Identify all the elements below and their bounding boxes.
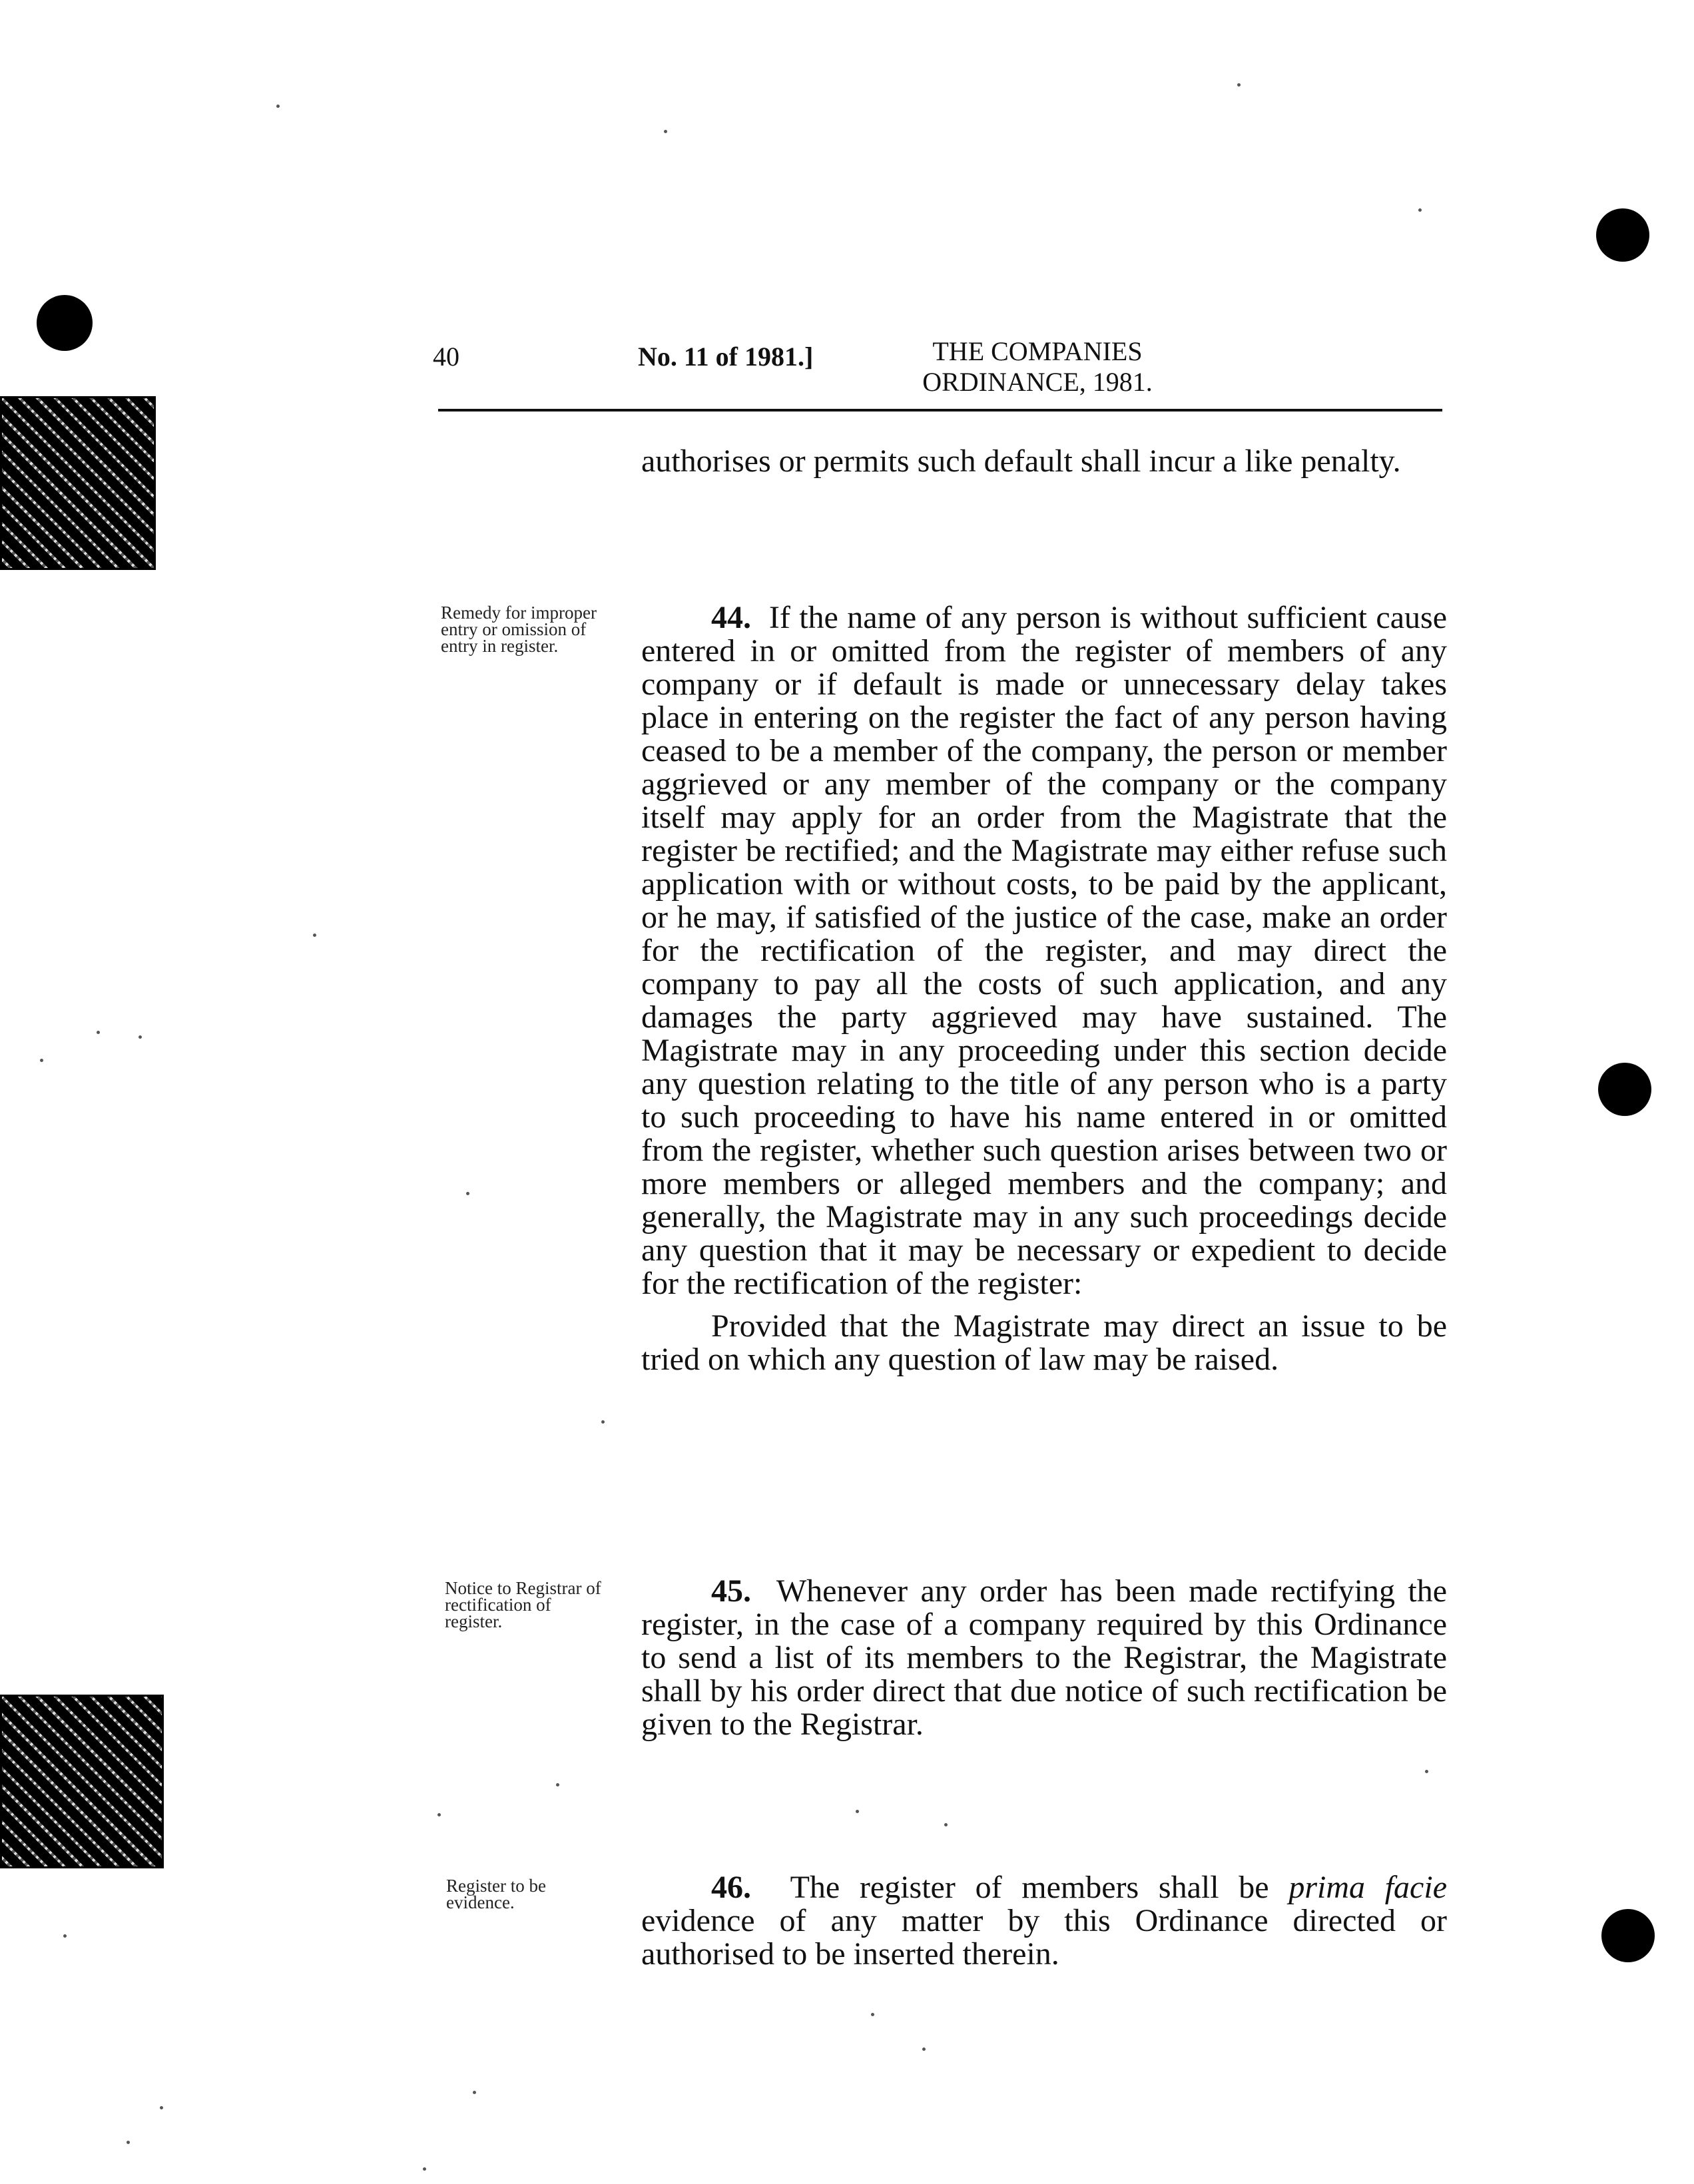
section-text-before: The register of members shall be <box>790 1870 1269 1905</box>
scan-speck <box>313 934 316 937</box>
ordinance-title <box>878 336 1197 398</box>
scan-speck <box>437 1813 441 1816</box>
section-44 <box>641 601 1447 1376</box>
punch-hole-top-right <box>1596 208 1649 262</box>
section-46 <box>641 1871 1447 1971</box>
scan-texture-patch-bottom <box>0 1695 164 1868</box>
scan-speck <box>1418 208 1422 212</box>
section-text-emphasis: prima facie <box>1288 1870 1448 1905</box>
punch-hole-middle-right <box>1598 1063 1651 1116</box>
scan-speck <box>473 2091 476 2094</box>
scan-speck <box>1425 1770 1428 1773</box>
scan-speck <box>127 2141 130 2144</box>
section-44-paragraph <box>641 601 1447 1300</box>
section-44-proviso: Provided that the Magistrate may direct an issue to be tried on which any question of law may be raised. <box>641 1308 1447 1377</box>
section-text-after: evidence of any matter by this Ordinance directed or authorised to be inserted therein. <box>641 1903 1447 1972</box>
scan-speck <box>139 1035 142 1039</box>
scan-speck <box>466 1192 469 1195</box>
section-number: 44. <box>711 600 751 635</box>
scan-speck <box>63 1934 67 1938</box>
ordinance-title-line1: THE COMPANIES <box>932 336 1143 366</box>
page-number: 40 <box>433 342 459 372</box>
section-45 <box>641 1575 1447 1741</box>
scan-speck <box>922 2048 926 2051</box>
scan-speck <box>944 1823 948 1826</box>
scan-speck <box>276 105 280 108</box>
side-note-section-46: Register to be evidence. <box>446 1876 546 1912</box>
scan-speck <box>40 1059 43 1062</box>
scan-speck <box>160 2106 163 2109</box>
side-note-section-45: Notice to Registrar of rectification of register. <box>445 1578 601 1631</box>
continuation-text: authorises or permits such default shall incur a like penalty. <box>641 443 1401 479</box>
section-45-paragraph <box>641 1575 1447 1741</box>
scan-speck <box>1237 83 1241 87</box>
scan-speck <box>856 1810 859 1813</box>
section-46-paragraph <box>641 1871 1447 1971</box>
ordinance-title-line2: ORDINANCE, 1981. <box>922 367 1153 397</box>
scan-speck <box>556 1783 559 1786</box>
header-rule <box>438 409 1442 411</box>
section-text: If the name of any person is without sufficient cause entered in or omitted from the register of members of any company or if default is made or unnecessary delay takes place in entering on the register the fact of any person having ceased to be a member of the company, the person or member aggrieved or any member of the company or the company itself may apply for an order from the Magistrate that the register be rectified; and the Magistrate may either refuse such application with or without costs, to be paid by the applicant, or he may, if satisfied of the justice of the case, make an order for the rectification of the register, and may direct the company to pay all the costs of such application, and any damages the party aggrieved may have sustained. The Magistrate may in any proceeding under this section decide any question relating to the title of any person who is a party to such proceeding to have his name entered in or omitted from the register, whether such question arises between two or more members or alleged members and the company; and generally, the Magistrate may in any such proceedings decide any question that it may be necessary or expedient to decide for the rectification of the register: <box>641 600 1448 1301</box>
ordinance-number: No. 11 of 1981.] <box>638 342 814 372</box>
scan-texture-patch-top <box>0 396 156 570</box>
section-number: 45. <box>711 1573 751 1609</box>
scan-speck <box>423 2167 426 2171</box>
scan-speck <box>664 130 667 133</box>
scan-speck <box>871 2013 874 2016</box>
punch-hole-top-left <box>37 295 93 351</box>
scan-speck <box>97 1031 100 1034</box>
punch-hole-bottom-right <box>1601 1909 1655 1962</box>
side-note-section-44: Remedy for improper entry or omission of entry in register. <box>441 603 597 656</box>
section-text: Whenever any order has been made rectifying the register, in the case of a company required by this Ordinance to send a list of its members to the Registrar, the Magistrate shall by his order direct that due notice of such rectification be given to the Registrar. <box>641 1573 1447 1742</box>
scan-speck <box>601 1420 605 1424</box>
section-number: 46. <box>711 1870 751 1905</box>
continuation-paragraph <box>641 445 1447 478</box>
